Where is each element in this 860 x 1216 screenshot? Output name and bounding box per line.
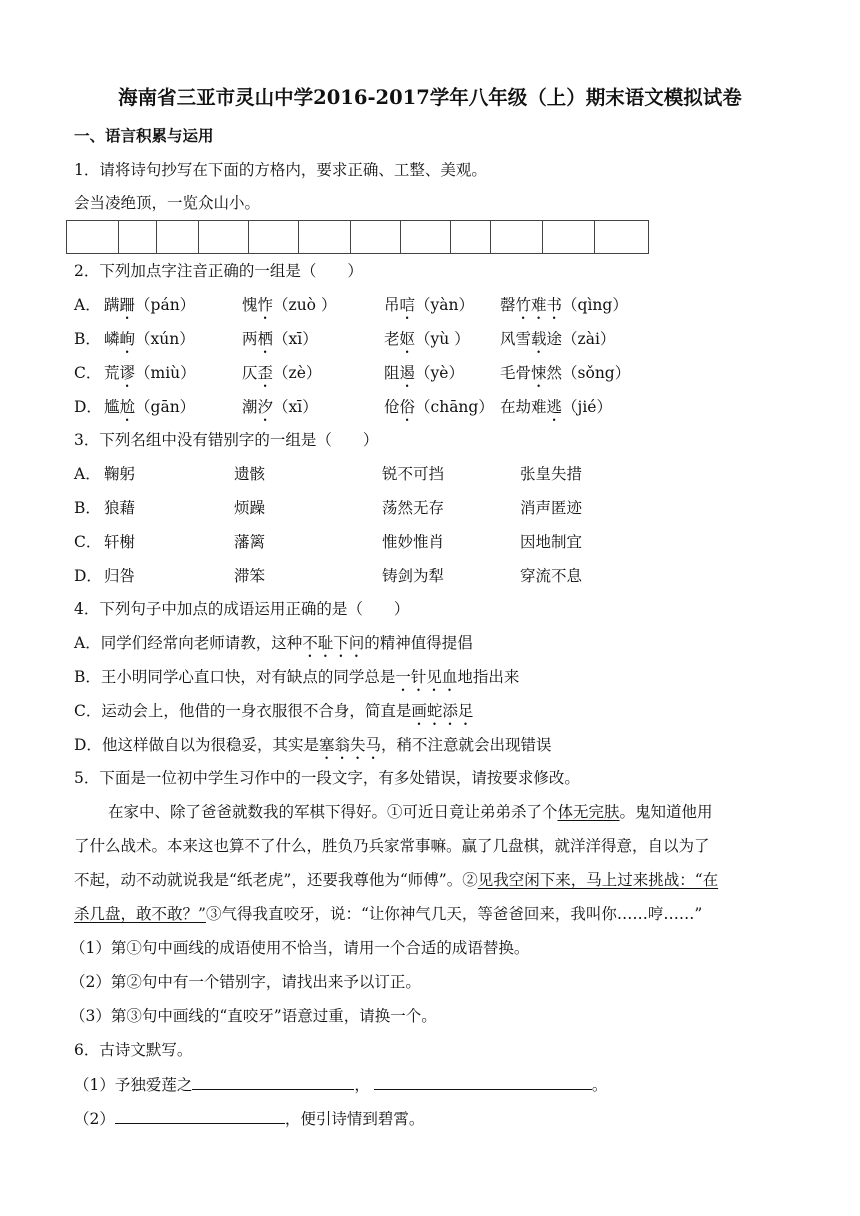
option-word: 遗骸 (234, 465, 266, 483)
dotted-char: 怍 (257, 296, 274, 314)
option-word (384, 293, 474, 323)
option-word: 烦躁 (234, 499, 266, 517)
option-word: 藩篱 (234, 533, 266, 551)
option-label: A． (74, 296, 101, 314)
option-label: D． (74, 736, 102, 754)
option-word: 惟妙惟肖 (382, 533, 445, 551)
question-4-stem: 4．下列句子中加点的成语运用正确的是（ ） (74, 600, 410, 618)
option-label: C． (74, 702, 102, 720)
pinyin: （miù） (135, 364, 196, 382)
question-2-stem: 2．下列加点字注音正确的一组是（ ） (74, 262, 363, 280)
recite-line-2: （2） ，便引诗情到碧霄。 (74, 1106, 424, 1131)
option-word (104, 361, 196, 391)
option-text: 王小明同学心直口快，对有缺点的同学总是 (100, 668, 396, 686)
subquestion: （2）第②句中有一个错别字，请找出来予以订正。 (70, 973, 421, 991)
page-title: 海南省三亚市灵山中学2016-2017学年八年级（上）期末语文模拟试卷 (118, 86, 742, 109)
option-label: A． (74, 634, 101, 652)
option-word (500, 361, 630, 391)
grid-cell[interactable] (119, 221, 157, 253)
answer-blank-2[interactable] (374, 1072, 592, 1090)
option-word (384, 395, 494, 425)
underlined-idiom: 体无完肤 (557, 803, 620, 821)
subquestion: （3）第③句中画线的“直咬牙”语意过重，请换一个。 (70, 1007, 437, 1025)
option-word (500, 327, 615, 357)
passage-line-1: 在家中、除了爸爸就数我的军棋下得好。①可近日竟让弟弟杀了个体无完肤。鬼知道他用 (108, 803, 713, 821)
dotted-char: 峋 (119, 330, 136, 348)
option-label: C． (74, 533, 102, 551)
word-part: 仄 (242, 364, 258, 382)
option-row[interactable] (74, 699, 473, 729)
option-text: 他这样做自以为很稳妥，其实是 (101, 736, 319, 754)
pinyin: 然（sǒng） (546, 364, 631, 382)
writing-grid[interactable] (66, 220, 649, 254)
option-word: 归咎 (104, 567, 136, 585)
underlined-sentence: 见我空闲下来，马上过来挑战：“在 (477, 871, 719, 889)
option-text: ，稍不注意就会出现错误 (380, 736, 552, 754)
answer-blank-3[interactable] (115, 1106, 285, 1124)
option-label: B． (74, 668, 101, 686)
dotted-char: 悚 (531, 364, 547, 382)
dotted-idiom: 一针见血 (395, 668, 458, 686)
pinyin: （pán） (135, 296, 196, 314)
option-word: 狼藉 (104, 499, 136, 517)
dotted-char: 逃 (546, 398, 563, 416)
dotted-idiom: 不耻下问 (302, 634, 365, 652)
option-word (242, 395, 318, 425)
word-part: 毛骨 (500, 364, 532, 382)
option-word (104, 327, 195, 357)
word-part: 在劫难 (500, 398, 547, 416)
pinyin: 途（zài） (546, 330, 616, 348)
option-word (104, 293, 195, 323)
dotted-char: 歪 (257, 364, 274, 382)
dotted-char: 尬 (119, 398, 136, 416)
pinyin: （gān） (135, 398, 196, 416)
grid-cell[interactable] (67, 221, 119, 253)
pinyin: （xī） (273, 330, 318, 348)
option-word: 消声匿迹 (520, 499, 583, 517)
grid-cell[interactable] (351, 221, 401, 253)
dotted-idiom: 塞翁失马 (318, 736, 381, 754)
grid-cell[interactable] (401, 221, 451, 253)
option-text: 地指出来 (457, 668, 520, 686)
word-part: 蹒 (104, 296, 120, 314)
pinyin: （xī） (273, 398, 318, 416)
passage-line-4: 杀几盘，敢不敢？”③气得我直咬牙，说：“让你神气几天，等爸爸回来，我叫你……哼……” (74, 905, 703, 923)
pinyin: （yàn） (415, 296, 475, 314)
dotted-char: 俗 (399, 398, 416, 416)
option-text: 同学们经常向老师请教，这种 (100, 634, 303, 652)
pinyin: （yù ） (415, 330, 470, 348)
word-part: 阻 (384, 364, 400, 382)
grid-cell[interactable] (249, 221, 299, 253)
pinyin: （chāng） (415, 398, 494, 416)
grid-cell[interactable] (199, 221, 249, 253)
word-part: 愧 (242, 296, 258, 314)
answer-blank-1[interactable] (192, 1072, 354, 1090)
word-part: 荒 (104, 364, 120, 382)
question-5-stem: 5．下面是一位初中学生习作中的一段文字，有多处错误，请按要求修改。 (74, 769, 580, 787)
pinyin: （xún） (135, 330, 195, 348)
word-part: 尴 (104, 398, 120, 416)
option-label: C． (74, 364, 102, 382)
pinyin: （jié） (562, 398, 612, 416)
grid-cell[interactable] (491, 221, 543, 253)
pinyin: （yè） (415, 364, 464, 382)
option-row[interactable] (74, 665, 519, 695)
word-part: 吊 (384, 296, 400, 314)
word-part: 伧 (384, 398, 400, 416)
option-word (242, 361, 321, 391)
option-word: 锐不可挡 (382, 465, 445, 483)
dotted-char: 载 (531, 330, 547, 348)
option-word (384, 361, 464, 391)
word-part: 两 (242, 330, 258, 348)
option-label: B． (74, 499, 101, 517)
option-row[interactable] (74, 631, 473, 661)
option-text: 的精神值得提倡 (364, 634, 473, 652)
word-part: 罄 (500, 296, 516, 314)
option-word: 轩榭 (104, 533, 136, 551)
option-word: 鞠躬 (104, 465, 136, 483)
dotted-char: 遏 (399, 364, 416, 382)
option-word: 荡然无存 (382, 499, 445, 517)
question-1-stem: 1．请将诗句抄写在下面的方格内，要求正确、工整、美观。 (74, 161, 487, 179)
option-label: D． (74, 567, 102, 585)
grid-cell[interactable] (299, 221, 351, 253)
recite-line-1: （1）予独爱莲之 ， 。 (74, 1072, 607, 1097)
option-word: 因地制宜 (520, 533, 583, 551)
option-word (104, 395, 195, 425)
question-6-stem: 6．古诗文默写。 (74, 1041, 193, 1059)
grid-cell[interactable] (595, 221, 647, 253)
option-word: 滞笨 (234, 567, 266, 585)
option-label: B． (74, 330, 101, 348)
section-heading: 一、语言积累与运用 (74, 126, 214, 145)
word-part: 老 (384, 330, 400, 348)
word-part: 潮 (242, 398, 258, 416)
dotted-char: 汐 (257, 398, 274, 416)
dotted-char: 竹难书 (515, 296, 563, 314)
dotted-idiom: 画蛇添足 (411, 702, 474, 720)
word-part: 嶙 (104, 330, 120, 348)
passage-line-3: 不起，动不动就说我是“纸老虎”，还要我尊他为“师傅”。②见我空闲下来，马上过来挑战：“在 (74, 871, 719, 889)
option-word (500, 293, 628, 323)
question-1-poem: 会当凌绝顶，一览众山小。 (74, 194, 261, 212)
option-text: 运动会上，他借的一身衣服很不合身，简直是 (101, 702, 412, 720)
dotted-char: 妪 (399, 330, 416, 348)
option-word (500, 395, 612, 425)
grid-cell[interactable] (157, 221, 199, 253)
option-word: 穿流不息 (520, 567, 583, 585)
option-word: 张皇失措 (520, 465, 583, 483)
word-part: 风雪 (500, 330, 532, 348)
option-word: 铸剑为犁 (382, 567, 445, 585)
dotted-char: 唁 (399, 296, 416, 314)
grid-cell[interactable] (451, 221, 491, 253)
option-word (242, 293, 336, 323)
dotted-char: 跚 (119, 296, 136, 314)
question-3-stem: 3．下列名组中没有错别字的一组是（ ） (74, 431, 379, 449)
grid-cell[interactable] (543, 221, 595, 253)
pinyin: （zuò ） (273, 296, 337, 314)
subquestion: （1）第①句中画线的成语使用不恰当，请用一个合适的成语替换。 (70, 939, 530, 957)
underlined-sentence-cont: 杀几盘，敢不敢？” (74, 905, 206, 923)
pinyin: （zè） (273, 364, 322, 382)
option-label: D． (74, 398, 102, 416)
option-row[interactable] (74, 733, 551, 763)
dotted-char: 谬 (119, 364, 136, 382)
passage-line-2: 了什么战术。本来这也算不了什么，胜负乃兵家常事嘛。赢了几盘棋，就洋洋得意，自以为了 (74, 837, 710, 855)
option-word (384, 327, 470, 357)
option-label: A． (74, 465, 101, 483)
dotted-char: 栖 (257, 330, 274, 348)
option-word (242, 327, 318, 357)
pinyin: （qìng） (562, 296, 628, 314)
